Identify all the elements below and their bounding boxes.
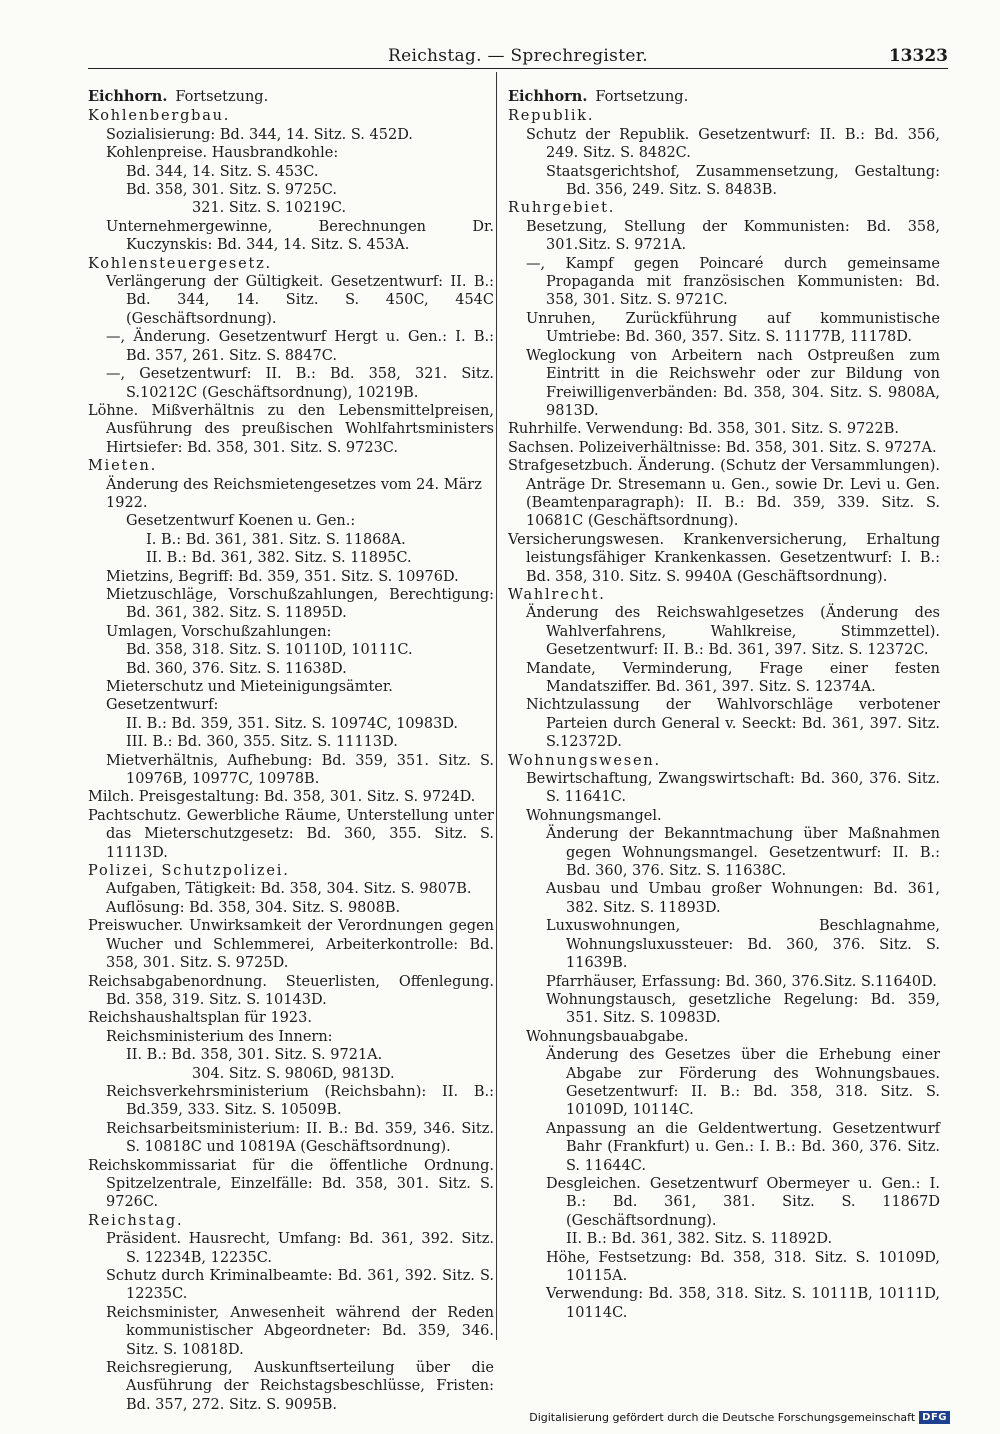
index-entry: Präsident. Hausrecht, Umfang: Bd. 361, 392. Sitz. S. 12234B, 12235C.: [106, 1231, 494, 1266]
index-entry: II. B.: Bd. 361, 382. Sitz. S. 11895C.: [146, 550, 412, 567]
page-number: 13323: [888, 46, 948, 66]
index-entry: Pfarrhäuser, Erfassung: Bd. 360, 376.Sitz. S.11640D.: [546, 973, 937, 990]
index-entry: 321. Sitz. S. 10219C.: [192, 200, 347, 217]
index-entry: Desgleichen. Gesetzentwurf Obermeyer u. Gen.: I. B.: Bd. 361, 381. Sitz. S. 11867D (Geschäftsordnung).: [546, 1175, 940, 1229]
index-entry: Ruhrhilfe. Verwendung: Bd. 358, 301. Sitz. S. 9722B.: [508, 421, 900, 438]
index-entry: Reichskommissariat für die öffentliche Ordnung. Spitzelzentrale, Einzelfälle: Bd. 358, 301. Sitz. S. 9726C.: [88, 1157, 494, 1211]
continuation-heading: [508, 88, 940, 106]
continuation-heading: [88, 88, 494, 106]
index-entry: Reichsverkehrsministerium (Reichsbahn): II. B.: Bd.359, 333. Sitz. S. 10509B.: [106, 1083, 494, 1119]
index-entry: Reichsabgabenordnung. Steuerlisten, Offenlegung. Bd. 358, 319. Sitz. S. 10143D.: [88, 973, 494, 1008]
index-entry: Bd. 360, 376. Sitz. S. 11638D.: [126, 660, 347, 677]
index-heading: Mieten.: [88, 458, 158, 475]
index-entry: Änderung der Bekanntmachung über Maßnahmen gegen Wohnungsmangel. Gesetzentwurf: II. B.: Bd. 360, 376. Sitz. S. 11638C.: [546, 826, 940, 880]
index-entry: —, Gesetzentwurf: II. B.: Bd. 358, 321. Sitz. S.10212C (Geschäftsordnung), 10219B.: [106, 366, 494, 401]
index-entry: Ausbau und Umbau großer Wohnungen: Bd. 361, 382. Sitz. S. 11893D.: [546, 881, 940, 916]
index-entry: Besetzung, Stellung der Kommunisten: Bd. 358, 301.Sitz. S. 9721A.: [526, 218, 940, 254]
page-header: [88, 40, 948, 70]
column-divider: [496, 72, 497, 1340]
index-entry: Reichsregierung, Auskunftserteilung über die Ausführung der Reichstagsbeschlüsse, Fristen: Bd. 357, 272. Sitz. S. 9095B.: [106, 1360, 494, 1413]
index-heading: Polizei, Schutzpolizei.: [88, 863, 290, 880]
running-title: Reichstag. — Sprechregister.: [388, 46, 648, 66]
index-entry: Sachsen. Polizeiverhältnisse: Bd. 358, 301. Sitz. S. 9727A.: [508, 439, 937, 456]
index-entry: Reichsarbeitsministerium: II. B.: Bd. 359, 346. Sitz. S. 10818C und 10819A (Geschäftsordnung).: [106, 1120, 494, 1156]
index-entry: Unternehmergewinne, Berechnungen Dr. Kuczynskis: Bd. 344, 14. Sitz. S. 453A.: [106, 218, 494, 254]
index-entry: Schutz durch Kriminalbeamte: Bd. 361, 392. Sitz. S. 12235C.: [106, 1268, 494, 1303]
index-entry: —, Änderung. Gesetzentwurf Hergt u. Gen.: I. B.: Bd. 357, 261. Sitz. S. 8847C.: [106, 329, 494, 364]
index-entry: Mandate, Verminderung, Frage einer festen Mandatsziffer. Bd. 361, 397. Sitz. S. 12374A.: [526, 660, 940, 695]
index-entry: Preiswucher. Unwirksamkeit der Verordnungen gegen Wucher und Schlemmerei, Arbeiterkontrolle: Bd. 358, 301. Sitz. S. 9725D.: [88, 918, 494, 972]
index-heading: Kohlensteuergesetz.: [88, 255, 272, 272]
index-entry: Reichsministerium des Innern:: [106, 1028, 333, 1045]
index-entry: Mietverhältnis, Aufhebung: Bd. 359, 351. Sitz. S. 10976B, 10977C, 10978B.: [106, 752, 494, 788]
index-entry: Bewirtschaftung, Zwangswirtschaft: Bd. 360, 376. Sitz. S. 11641C.: [526, 771, 940, 806]
index-entry: Bd. 358, 318. Sitz. S. 10110D, 10111C.: [126, 642, 413, 659]
index-entry: —, Kampf gegen Poincaré durch gemeinsame Propaganda mit französischen Kommunisten: Bd. 358, 301. Sitz. S. 9721C.: [526, 255, 940, 309]
right-entries: [508, 107, 940, 1322]
index-entry: Reichsminister, Anwesenheit während der Reden kommunistischer Abgeordneter: Bd. 359, 346. Sitz. S. 10818D.: [106, 1304, 494, 1358]
index-entry: I. B.: Bd. 361, 381. Sitz. S. 11868A.: [146, 531, 406, 548]
index-entry: Höhe, Festsetzung: Bd. 358, 318. Sitz. S. 10109D, 10115A.: [546, 1249, 940, 1284]
index-entry: III. B.: Bd. 360, 355. Sitz. S. 11113D.: [126, 734, 398, 751]
index-entry: Änderung des Reichswahlgesetzes (Änderung des Wahlverfahrens, Wahlkreise, Stimmzettel). Gesetzentwurf: II. B.: Bd. 361, 397. Sitz. S. 12372C.: [526, 605, 940, 659]
continuation-label: Fortsetzung.: [595, 89, 689, 105]
index-entry: Nichtzulassung der Wahlvorschläge verbotener Parteien durch General v. Seeckt: Bd. 361, 397. Sitz. S.12372D.: [526, 697, 940, 751]
index-entry: Wohnungstausch, gesetzliche Regelung: Bd. 359, 351. Sitz. S. 10983D.: [546, 991, 940, 1027]
person-name: Eichhorn.: [508, 88, 588, 105]
index-entry: Pachtschutz. Gewerbliche Räume, Unterstellung unter das Mieterschutzgesetz: Bd. 360, 355. Sitz. S. 11113D.: [88, 807, 494, 861]
index-entry: II. B.: Bd. 358, 301. Sitz. S. 9721A.: [126, 1047, 383, 1064]
index-entry: Schutz der Republik. Gesetzentwurf: II. B.: Bd. 356, 249. Sitz. S. 8482C.: [526, 126, 940, 162]
index-entry: Strafgesetzbuch. Änderung. (Schutz der Versammlungen). Anträge Dr. Stresemann u. Gen., sowie Dr. Levi u. Gen. (Beamtenparagraph): II. B.: Bd. 359, 339. Sitz. S. 10681C (Geschäftsordnung).: [508, 458, 940, 530]
continuation-label: Fortsetzung.: [175, 89, 269, 105]
credit-text: Digitalisierung gefördert durch die Deutsche Forschungsgemeinschaft: [529, 1411, 916, 1424]
index-heading: Republik.: [508, 108, 595, 125]
index-entry: Auflösung: Bd. 358, 304. Sitz. S. 9808B.: [106, 899, 401, 916]
person-name: Eichhorn.: [88, 88, 168, 105]
index-entry: Weglockung von Arbeitern nach Ostpreußen zum Eintritt in die Reichswehr oder zur Bildung von Freiwilligenverbänden: Bd. 358, 304. Sitz. S. 9808A, 9813D.: [526, 347, 940, 419]
index-entry: Milch. Preisgestaltung: Bd. 358, 301. Sitz. S. 9724D.: [88, 789, 476, 806]
index-entry: Löhne. Mißverhältnis zu den Lebensmittelpreisen, Ausführung des preußischen Wohlfahrtsministers Hirtsiefer: Bd. 358, 301. Sitz. S. 9723C.: [88, 402, 494, 456]
index-entry: Mieterschutz und Mieteinigungsämter. Gesetzentwurf:: [106, 679, 393, 714]
index-entry: Kohlenpreise. Hausbrandkohle:: [106, 145, 339, 162]
index-entry: Luxuswohnungen, Beschlagnahme, Wohnungsluxussteuer: Bd. 360, 376. Sitz. S. 11639B.: [546, 918, 940, 972]
index-entry: 304. Sitz. S. 9806D, 9813D.: [192, 1065, 395, 1082]
left-entries: [88, 107, 494, 1414]
index-entry: Verwendung: Bd. 358, 318. Sitz. S. 10111B, 10111D, 10114C.: [546, 1286, 940, 1321]
index-entry: II. B.: Bd. 361, 382. Sitz. S. 11892D.: [566, 1231, 833, 1248]
dfg-logo: DFG: [919, 1411, 950, 1424]
index-heading: Kohlenbergbau.: [88, 108, 231, 125]
index-entry: Bd. 358, 301. Sitz. S. 9725C.: [126, 182, 337, 199]
index-entry: Mietzuschläge, Vorschußzahlungen, Berechtigung: Bd. 361, 382. Sitz. S. 11895D.: [106, 586, 494, 622]
index-entry: Änderung des Reichsmietengesetzes vom 24. März 1922.: [106, 476, 482, 511]
index-heading: Wahlrecht.: [508, 586, 606, 603]
header-rule: [88, 68, 948, 69]
index-entry: Reichshaushaltsplan für 1923.: [88, 1010, 312, 1027]
index-entry: Gesetzentwurf Koenen u. Gen.:: [126, 513, 356, 530]
digitization-credit: [529, 1411, 950, 1424]
index-entry: Verlängerung der Gültigkeit. Gesetzentwurf: II. B.: Bd. 344, 14. Sitz. S. 450C, 454C (Geschäftsordnung).: [106, 274, 494, 327]
index-entry: Umlagen, Vorschußzahlungen:: [106, 623, 332, 640]
index-heading: Ruhrgebiet.: [508, 200, 616, 217]
index-entry: II. B.: Bd. 359, 351. Sitz. S. 10974C, 10983D.: [126, 715, 459, 732]
index-entry: Änderung des Gesetzes über die Erhebung einer Abgabe zur Förderung des Wohnungsbaues. Gesetzentwurf: II. B.: Bd. 358, 318. Sitz. S. 10109D, 10114C.: [546, 1047, 940, 1119]
index-entry: Aufgaben, Tätigkeit: Bd. 358, 304. Sitz. S. 9807B.: [106, 881, 472, 898]
index-entry: Sozialisierung: Bd. 344, 14. Sitz. S. 452D.: [106, 126, 413, 143]
index-entry: Anpassung an die Geldentwertung. Gesetzentwurf Bahr (Frankfurt) u. Gen.: I. B.: Bd. 360, 376. Sitz. S. 11644C.: [546, 1120, 940, 1174]
index-entry: Versicherungswesen. Krankenversicherung, Erhaltung leistungsfähiger Krankenkassen. Gesetzentwurf: I. B.: Bd. 358, 310. Sitz. S. 9940A (Geschäftsordnung).: [508, 531, 940, 585]
right-column: [508, 88, 940, 1322]
index-entry: Mietzins, Begriff: Bd. 359, 351. Sitz. S. 10976D.: [106, 568, 459, 585]
left-column: [88, 88, 494, 1414]
index-heading: Reichstag.: [88, 1212, 184, 1229]
index-entry: Wohnungsbauabgabe.: [526, 1028, 689, 1045]
index-entry: Wohnungsmangel.: [526, 807, 662, 824]
index-heading: Wohnungswesen.: [508, 752, 661, 769]
index-entry: Unruhen, Zurückführung auf kommunistische Umtriebe: Bd. 360, 357. Sitz. S. 11177B, 11178D.: [526, 310, 940, 346]
index-entry: Bd. 344, 14. Sitz. S. 453C.: [126, 163, 319, 180]
index-entry: Staatsgerichtshof, Zusammensetzung, Gestaltung: Bd. 356, 249. Sitz. S. 8483B.: [546, 163, 940, 199]
